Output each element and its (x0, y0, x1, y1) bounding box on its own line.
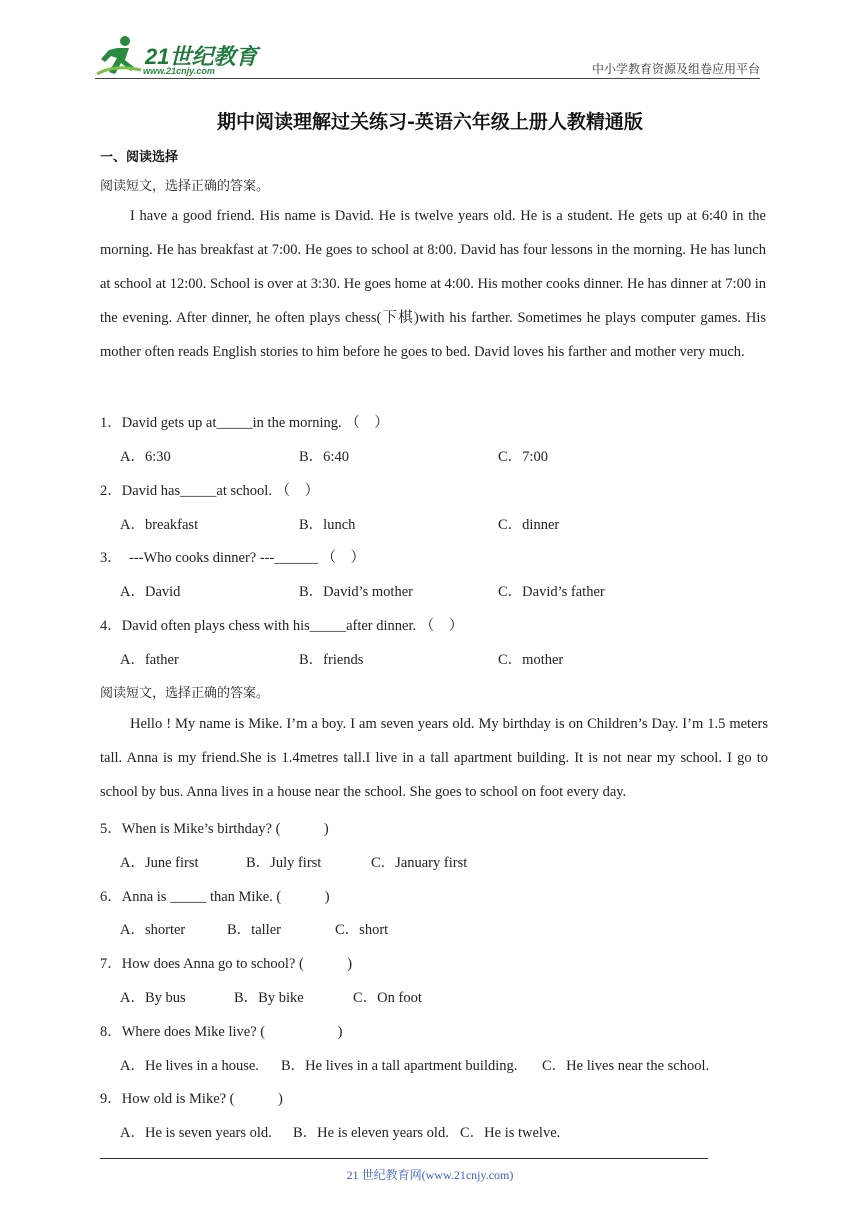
header-divider (95, 78, 760, 79)
section-heading: 一、阅读选择 (100, 150, 179, 165)
option-2b[interactable]: B．lunch (299, 517, 356, 533)
footer-divider (100, 1158, 708, 1159)
option-2c[interactable]: C．dinner (498, 517, 560, 533)
option-4c[interactable]: C．mother (498, 652, 564, 668)
option-5b[interactable]: B．July first (246, 855, 322, 871)
question-3: 3． ---Who cooks dinner? ---______ （ ） (100, 550, 365, 566)
option-1b[interactable]: B．6:40 (299, 449, 349, 465)
question-5: 5．When is Mike’s birthday? ( ) (100, 821, 329, 837)
logo-url: www.21cnjy.com (143, 66, 215, 76)
option-3c[interactable]: C．David’s father (498, 584, 605, 600)
option-8c[interactable]: C．He lives near the school. (542, 1058, 710, 1074)
question-9: 9．How old is Mike? ( ) (100, 1091, 283, 1107)
footer-link[interactable]: 21 世纪教育网(www.21cnjy.com) (346, 1168, 514, 1182)
instruction-2: 阅读短文，选择正确的答案。 (100, 686, 270, 701)
option-2a[interactable]: A．breakfast (120, 517, 199, 533)
page-header (95, 34, 760, 80)
passage-2 (100, 707, 768, 809)
option-6a[interactable]: A．shorter (120, 922, 186, 938)
option-4a[interactable]: A．father (120, 652, 179, 668)
passage-2-text: Hello ! My name is Mike. I’m a boy. I am seven years old. My birthday is on Children’s Day. I’m 1.5 meters tall. Anna is my friend.She is 1.4metres tall.I live in a tall apartment building. It is not near my school. I go to school by bus. Anna lives in a house near the school. She goes to school on foot every day. (100, 716, 768, 800)
platform-name: 中小学教育资源及组卷应用平台 (591, 62, 760, 76)
option-4b[interactable]: B．friends (299, 652, 364, 668)
passage-1-text: I have a good friend. His name is David. He is twelve years old. He is a student. He gets up at 6:40 in the morning. He has breakfast at 7:00. He goes to school at 8:00. David has four lessons in the morning. He has lunch at school at 12:00. School is over at 3:30. He goes home at 4:00. His mother cooks dinner. He has dinner at 7:00 in the evening. After dinner, he often plays chess(下棋)with his farther. Sometimes he plays computer games. His mother often reads English stories to him before he goes to bed. David loves his farther and mother very much. (100, 208, 766, 360)
question-4: 4．David often plays chess with his_____after dinner. （ ） (100, 618, 464, 634)
passage-1 (100, 199, 766, 369)
runner-logo-icon (95, 34, 145, 80)
question-7: 7．How does Anna go to school? ( ) (100, 956, 353, 972)
option-7c[interactable]: C．On foot (353, 990, 422, 1006)
option-7a[interactable]: A．By bus (120, 990, 186, 1006)
option-6c[interactable]: C．short (335, 922, 389, 938)
instruction-1: 阅读短文，选择正确的答案。 (100, 179, 270, 194)
logo (95, 34, 265, 80)
question-2: 2．David has_____at school. （ ） (100, 483, 320, 499)
option-9c[interactable]: C．He is twelve. (460, 1125, 561, 1141)
question-6: 6．Anna is _____ than Mike. ( ) (100, 889, 330, 905)
option-8a[interactable]: A．He lives in a house. (120, 1058, 259, 1074)
option-6b[interactable]: B．taller (227, 922, 281, 938)
option-1c[interactable]: C．7:00 (498, 449, 548, 465)
question-1: 1．David gets up at_____in the morning. （ ） (100, 415, 389, 431)
logo-text: 21世纪教育 (145, 44, 258, 69)
option-8b[interactable]: B．He lives in a tall apartment building. (281, 1058, 518, 1074)
option-9b[interactable]: B．He is eleven years old. (293, 1125, 449, 1141)
option-5c[interactable]: C．January first (371, 855, 468, 871)
option-1a[interactable]: A．6:30 (120, 449, 171, 465)
option-7b[interactable]: B．By bike (234, 990, 304, 1006)
option-3b[interactable]: B．David’s mother (299, 584, 413, 600)
option-9a[interactable]: A．He is seven years old. (120, 1125, 272, 1141)
option-3a[interactable]: A．David (120, 584, 181, 600)
page-title: 期中阅读理解过关练习-英语六年级上册人教精通版 (217, 111, 643, 133)
question-8: 8．Where does Mike live? ( ) (100, 1024, 343, 1040)
option-5a[interactable]: A．June first (120, 855, 199, 871)
